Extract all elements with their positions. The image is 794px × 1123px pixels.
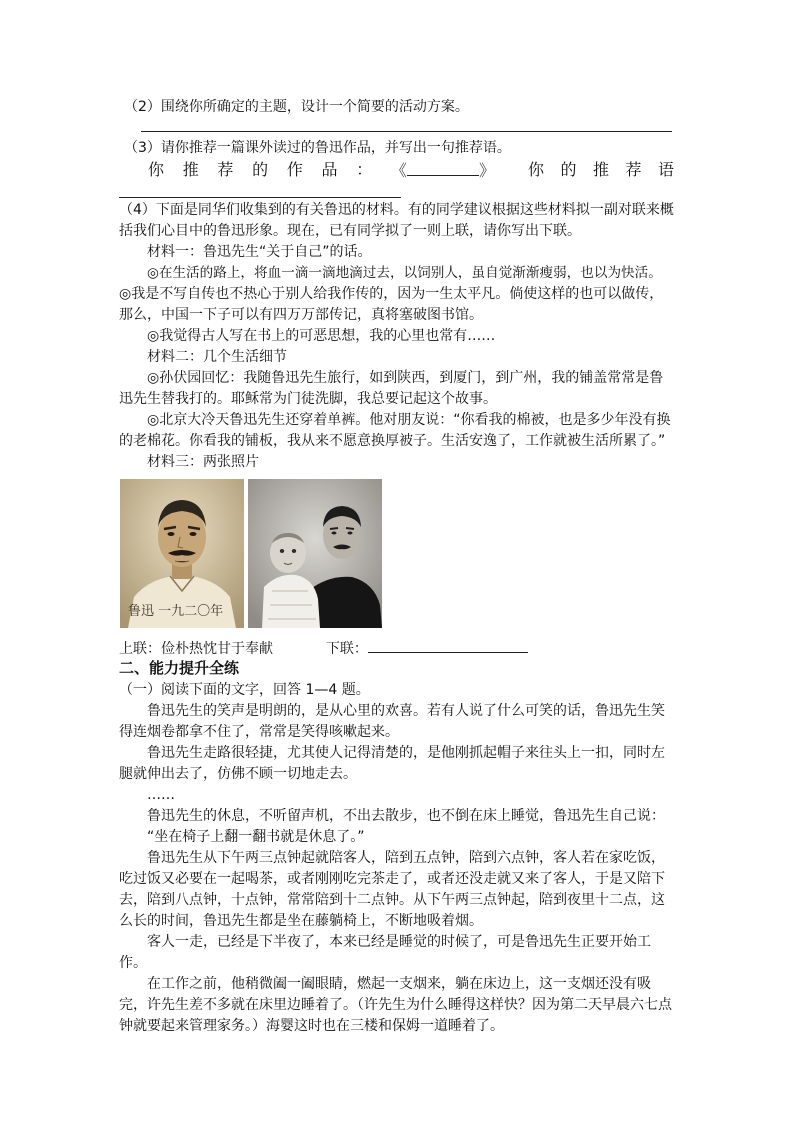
reading-intro: （一）阅读下面的文字，回答 1—4 题。 <box>119 682 370 698</box>
lower-couplet-blank[interactable] <box>368 638 528 653</box>
material-2-detail-1: ◎孙伏园回忆：我随鲁迅先生旅行，如到陕西，到厦门，到广州，我的铺盖常常是鲁迅先生替我打的。耶稣常为门徒洗脚，我总要记起这个故事。 <box>119 370 664 407</box>
question-4: （4）下面是同华们收集到的有关鲁迅的材料。有的同学建议根据这些材料拟一副对联来概括我们心目中的鲁迅形象。现在，已有同学拟了一则上联，请你写出下联。 <box>119 202 674 239</box>
materials-block <box>119 200 675 473</box>
book-title-field: 《 》 <box>390 161 495 180</box>
passage-paragraph-4: 鲁迅先生从下午两三点钟起就陪客人，陪到五点钟，陪到六点钟，客人若在家吃饭，吃过饭又必要在一起喝茶，或者刚刚吃完茶走了，或者还没走就又来了客人，于是又陪下去，陪到八点钟，十点钟，常常陪到十二点钟。从下午两三点钟起，陪到夜里十二点，这么长的时间，鲁迅先生都是坐在藤躺椅上，不断地吸着烟。 <box>119 850 665 929</box>
passage-paragraph-5: 客人一走，已经是下半夜了，本来已经是睡觉的时候了，可是鲁迅先生正要开始工作。 <box>119 934 651 971</box>
material-1-quote-1: ◎在生活的路上，将血一滴一滴地滴过去，以饲别人，虽自觉渐渐瘦弱，也以为快活。 <box>147 265 662 281</box>
material-1-quote-3: ◎我觉得古人写在书上的可恶思想，我的心里也常有…… <box>147 328 496 344</box>
recommend-row <box>148 159 674 182</box>
passage-paragraph-6: 在工作之前，他稍微阖一阖眼睛，燃起一支烟来，躺在床边上，这一支烟还没有吸完，许先生差不多就在床里边睡着了。（许先生为什么睡得这样快？因为第二天早晨六七点钟就要起来管理家务。）海婴这时也在三楼和保姆一道睡着了。 <box>119 976 672 1034</box>
lower-couplet-label: 下联： <box>325 641 368 657</box>
passage-paragraph-2: 鲁迅先生走路很轻捷，尤其使人记得清楚的，是他刚抓起帽子来往头上一扣，同时左腿就伸出去了，仿佛不顾一切地走去。 <box>119 745 665 782</box>
upper-couplet: 上联：俭朴热忱甘于奉献 <box>119 641 273 657</box>
recommend-answer-line <box>119 197 401 198</box>
book-title-blank <box>407 159 479 176</box>
passage-quote: “坐在椅子上翻一翻书就是休息了。” <box>147 829 365 845</box>
couplet-row <box>119 638 528 659</box>
question-2: （2）围绕你所确定的主题，设计一个简要的活动方案。 <box>124 99 469 115</box>
passage-ellipsis: …… <box>147 787 175 803</box>
portrait-photo <box>120 479 244 628</box>
reading-passage <box>119 680 675 1037</box>
material-1-title: 材料一：鲁迅先生“关于自己”的话。 <box>147 244 372 260</box>
passage-paragraph-3: 鲁迅先生的休息，不听留声机，不出去散步，也不倒在床上睡觉，鲁迅先生自己说： <box>147 808 665 824</box>
recommend-work-label: 你 推 荐 的 作 品 ： 《 》 <box>148 160 495 180</box>
material-2-detail-2: ◎北京大冷天鲁迅先生还穿着单裤。他对朋友说：“你看我的棉被，也是多少年没有换的老棉花。你看我的铺板，我从来不愿意换厚被子。生活安逸了，工作就被生活所累了。” <box>119 412 671 449</box>
section-heading: 二、能力提升全练 <box>119 659 240 677</box>
material-1-quote-2: ◎我是不写自传也不热心于别人给我作传的，因为一生太平凡。倘使这样的也可以做传，那么，中国一下子可以有四万万部传记，真将塞破图书馆。 <box>119 286 664 323</box>
passage-paragraph-1: 鲁迅先生的笑声是明朗的，是从心里的欢喜。若有人说了什么可笑的话，鲁迅先生笑得连烟卷都拿不住了，常常是笑得咳嗽起来。 <box>119 703 665 740</box>
material-3-title: 材料三：两张照片 <box>147 454 259 470</box>
recommend-phrase-label: 你 的 推 荐 语 <box>528 160 674 179</box>
photo-signature: 鲁迅 一九二〇年 <box>128 604 224 619</box>
question-3: （3）请你推荐一篇课外读过的鲁迅作品，并写出一句推荐语。 <box>124 140 511 156</box>
material-2-title: 材料二：几个生活细节 <box>147 349 287 365</box>
family-photo <box>248 479 382 628</box>
answer-line <box>141 131 672 132</box>
